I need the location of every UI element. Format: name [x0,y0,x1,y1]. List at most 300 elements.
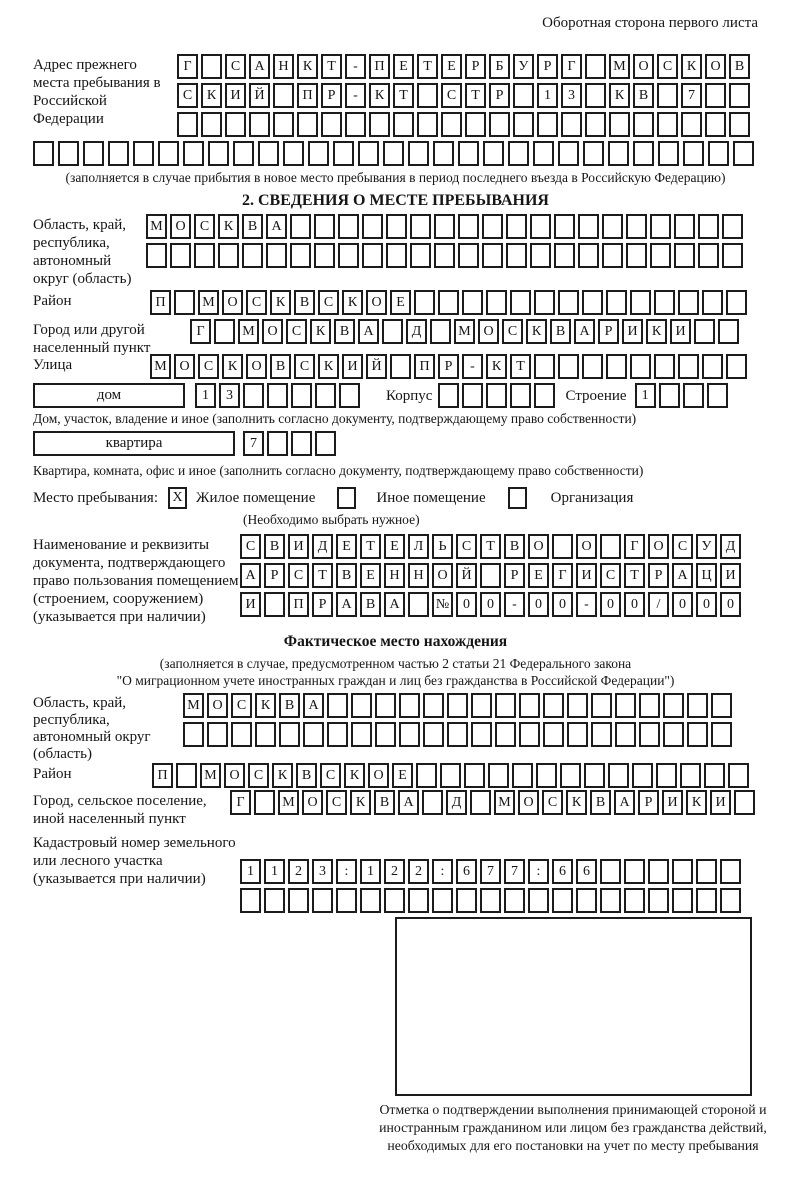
char-cell[interactable] [552,888,573,913]
char-cell[interactable] [680,763,701,788]
char-cell[interactable] [659,383,680,408]
char-cell[interactable]: Т [321,54,342,79]
char-cell[interactable]: В [336,563,357,588]
char-cell[interactable]: О [478,319,499,344]
char-cell[interactable] [375,693,396,718]
char-cell[interactable] [602,243,623,268]
char-cell[interactable] [386,243,407,268]
char-cell[interactable] [383,141,404,166]
char-cell[interactable]: И [225,83,246,108]
char-cell[interactable]: 0 [600,592,621,617]
char-cell[interactable] [722,243,743,268]
char-cell[interactable] [393,112,414,137]
char-cell[interactable] [729,83,750,108]
char-cell[interactable]: С [326,790,347,815]
char-cell[interactable] [201,112,222,137]
char-cell[interactable] [558,141,579,166]
char-cell[interactable] [242,243,263,268]
char-cell[interactable]: С [600,563,621,588]
char-cell[interactable] [678,354,699,379]
char-cell[interactable] [422,790,443,815]
char-cell[interactable]: / [648,592,669,617]
char-cell[interactable] [358,141,379,166]
char-cell[interactable] [291,383,312,408]
char-cell[interactable]: 1 [537,83,558,108]
char-cell[interactable]: Р [321,83,342,108]
char-cell[interactable]: Г [552,563,573,588]
char-cell[interactable]: И [662,790,683,815]
char-cell[interactable] [694,319,715,344]
char-cell[interactable] [208,141,229,166]
char-cell[interactable]: К [686,790,707,815]
char-cell[interactable]: Е [392,763,413,788]
char-cell[interactable] [678,290,699,315]
char-cell[interactable]: М [183,693,204,718]
char-cell[interactable] [504,888,525,913]
char-cell[interactable] [58,141,79,166]
char-cell[interactable] [201,54,222,79]
char-cell[interactable] [657,112,678,137]
char-cell[interactable]: Р [489,83,510,108]
char-cell[interactable]: У [513,54,534,79]
char-cell[interactable]: О [246,354,267,379]
char-cell[interactable]: С [286,319,307,344]
char-cell[interactable] [602,214,623,239]
char-cell[interactable] [291,431,312,456]
char-cell[interactable] [462,290,483,315]
char-cell[interactable] [519,722,540,747]
char-cell[interactable] [240,888,261,913]
char-cell[interactable] [657,83,678,108]
char-cell[interactable] [608,763,629,788]
char-cell[interactable]: А [303,693,324,718]
char-cell[interactable] [533,141,554,166]
char-cell[interactable] [158,141,179,166]
char-cell[interactable] [495,693,516,718]
char-cell[interactable]: О [518,790,539,815]
char-cell[interactable] [578,243,599,268]
char-cell[interactable] [288,888,309,913]
char-cell[interactable] [255,722,276,747]
char-cell[interactable] [687,693,708,718]
char-cell[interactable] [585,112,606,137]
char-cell[interactable] [672,859,693,884]
char-cell[interactable]: Ь [432,534,453,559]
char-cell[interactable]: 0 [456,592,477,617]
char-cell[interactable] [441,112,462,137]
char-cell[interactable]: 6 [552,859,573,884]
char-cell[interactable]: С [318,290,339,315]
char-cell[interactable] [333,141,354,166]
char-cell[interactable]: И [720,563,741,588]
char-cell[interactable]: Л [408,534,429,559]
char-cell[interactable] [174,290,195,315]
char-cell[interactable]: С [240,534,261,559]
char-cell[interactable] [416,763,437,788]
char-cell[interactable]: Й [456,563,477,588]
char-cell[interactable]: Т [465,83,486,108]
char-cell[interactable]: Р [537,54,558,79]
char-cell[interactable] [663,693,684,718]
char-cell[interactable]: В [550,319,571,344]
char-cell[interactable]: К [566,790,587,815]
char-cell[interactable] [423,693,444,718]
char-cell[interactable] [33,141,54,166]
char-cell[interactable] [674,214,695,239]
char-cell[interactable] [273,112,294,137]
char-cell[interactable]: О [432,563,453,588]
char-cell[interactable]: Й [249,83,270,108]
char-cell[interactable] [528,888,549,913]
char-cell[interactable]: М [494,790,515,815]
char-cell[interactable] [447,722,468,747]
char-cell[interactable]: Т [312,563,333,588]
char-cell[interactable] [207,722,228,747]
char-cell[interactable]: П [150,290,171,315]
char-cell[interactable]: А [384,592,405,617]
char-cell[interactable]: С [502,319,523,344]
char-cell[interactable]: 1 [264,859,285,884]
char-cell[interactable]: И [710,790,731,815]
char-cell[interactable]: Р [504,563,525,588]
char-cell[interactable]: В [294,290,315,315]
char-cell[interactable] [480,563,501,588]
char-cell[interactable] [707,383,728,408]
char-cell[interactable] [534,290,555,315]
char-cell[interactable]: К [310,319,331,344]
char-cell[interactable] [408,592,429,617]
char-cell[interactable] [384,888,405,913]
char-cell[interactable]: М [198,290,219,315]
char-cell[interactable] [711,722,732,747]
char-cell[interactable]: И [576,563,597,588]
char-cell[interactable]: С [198,354,219,379]
char-cell[interactable] [447,693,468,718]
char-cell[interactable]: Е [441,54,462,79]
char-cell[interactable]: А [249,54,270,79]
char-cell[interactable]: Н [408,563,429,588]
char-cell[interactable]: 3 [219,383,240,408]
char-cell[interactable] [626,243,647,268]
char-cell[interactable]: 7 [504,859,525,884]
char-cell[interactable] [408,888,429,913]
char-cell[interactable] [456,888,477,913]
char-cell[interactable] [308,141,329,166]
char-cell[interactable]: Д [406,319,427,344]
char-cell[interactable]: С [320,763,341,788]
char-cell[interactable]: П [414,354,435,379]
char-cell[interactable]: С [288,563,309,588]
char-cell[interactable] [133,141,154,166]
char-cell[interactable]: В [504,534,525,559]
char-cell[interactable]: В [296,763,317,788]
char-cell[interactable] [434,214,455,239]
char-cell[interactable] [414,290,435,315]
char-cell[interactable]: А [672,563,693,588]
char-cell[interactable]: О [648,534,669,559]
char-cell[interactable] [314,243,335,268]
char-cell[interactable] [231,722,252,747]
char-cell[interactable]: Г [177,54,198,79]
char-cell[interactable] [351,693,372,718]
char-cell[interactable] [567,693,588,718]
char-cell[interactable] [482,243,503,268]
char-cell[interactable] [410,243,431,268]
char-cell[interactable]: А [614,790,635,815]
char-cell[interactable]: К [609,83,630,108]
char-cell[interactable]: 1 [195,383,216,408]
char-cell[interactable] [351,722,372,747]
char-cell[interactable] [639,693,660,718]
char-cell[interactable] [482,214,503,239]
char-cell[interactable]: Е [384,534,405,559]
char-cell[interactable] [591,722,612,747]
char-cell[interactable] [465,112,486,137]
char-cell[interactable] [583,141,604,166]
char-cell[interactable] [733,141,754,166]
char-cell[interactable]: Ц [696,563,717,588]
char-cell[interactable] [258,141,279,166]
char-cell[interactable]: О [528,534,549,559]
char-cell[interactable] [600,888,621,913]
char-cell[interactable] [214,319,235,344]
char-cell[interactable] [708,141,729,166]
char-cell[interactable] [183,722,204,747]
char-cell[interactable] [170,243,191,268]
char-cell[interactable]: В [279,693,300,718]
char-cell[interactable] [336,888,357,913]
char-cell[interactable] [663,722,684,747]
char-cell[interactable] [176,763,197,788]
char-cell[interactable]: К [486,354,507,379]
char-cell[interactable]: Т [480,534,501,559]
char-cell[interactable] [718,319,739,344]
char-cell[interactable]: Т [624,563,645,588]
char-cell[interactable]: Й [366,354,387,379]
char-cell[interactable] [314,214,335,239]
char-cell[interactable] [729,112,750,137]
char-cell[interactable]: О [170,214,191,239]
char-cell[interactable] [534,383,555,408]
char-cell[interactable]: О [207,693,228,718]
char-cell[interactable] [321,112,342,137]
char-cell[interactable]: Е [336,534,357,559]
char-cell[interactable]: И [342,354,363,379]
char-cell[interactable]: С [194,214,215,239]
char-cell[interactable] [470,790,491,815]
char-cell[interactable] [687,722,708,747]
char-cell[interactable]: О [262,319,283,344]
char-cell[interactable] [696,859,717,884]
char-cell[interactable] [458,243,479,268]
char-cell[interactable]: 2 [288,859,309,884]
char-cell[interactable] [279,722,300,747]
char-cell[interactable]: К [272,763,293,788]
char-cell[interactable] [489,112,510,137]
char-cell[interactable] [194,243,215,268]
char-cell[interactable] [513,83,534,108]
char-cell[interactable] [561,112,582,137]
char-cell[interactable] [624,859,645,884]
char-cell[interactable] [513,112,534,137]
char-cell[interactable] [495,722,516,747]
char-cell[interactable] [658,141,679,166]
char-cell[interactable]: 0 [696,592,717,617]
char-cell[interactable] [536,763,557,788]
char-cell[interactable]: В [360,592,381,617]
char-cell[interactable] [711,693,732,718]
char-cell[interactable]: Т [417,54,438,79]
char-cell[interactable] [633,141,654,166]
char-cell[interactable] [734,790,755,815]
char-cell[interactable]: М [200,763,221,788]
char-cell[interactable] [264,888,285,913]
char-cell[interactable]: К [270,290,291,315]
char-cell[interactable] [254,790,275,815]
char-cell[interactable]: Г [561,54,582,79]
char-cell[interactable]: С [294,354,315,379]
char-cell[interactable] [702,290,723,315]
char-cell[interactable]: М [150,354,171,379]
char-cell[interactable]: А [574,319,595,344]
char-cell[interactable] [315,383,336,408]
char-cell[interactable]: Г [624,534,645,559]
char-cell[interactable]: В [374,790,395,815]
char-cell[interactable] [650,214,671,239]
char-cell[interactable] [339,383,360,408]
char-cell[interactable]: В [590,790,611,815]
char-cell[interactable] [458,141,479,166]
char-cell[interactable] [681,112,702,137]
char-cell[interactable]: - [576,592,597,617]
char-cell[interactable] [510,383,531,408]
char-cell[interactable] [558,354,579,379]
char-cell[interactable] [698,214,719,239]
char-cell[interactable] [585,54,606,79]
char-cell[interactable]: Т [360,534,381,559]
char-cell[interactable] [146,243,167,268]
char-cell[interactable] [290,214,311,239]
char-cell[interactable] [399,693,420,718]
char-cell[interactable]: Г [190,319,211,344]
char-cell[interactable] [726,354,747,379]
char-cell[interactable]: И [288,534,309,559]
char-cell[interactable]: Р [648,563,669,588]
char-cell[interactable] [530,243,551,268]
char-cell[interactable]: П [369,54,390,79]
char-cell[interactable]: А [358,319,379,344]
char-cell[interactable] [560,763,581,788]
char-cell[interactable]: В [729,54,750,79]
char-cell[interactable] [654,290,675,315]
char-cell[interactable]: В [264,534,285,559]
char-cell[interactable] [83,141,104,166]
char-cell[interactable] [672,888,693,913]
char-cell[interactable]: 7 [681,83,702,108]
char-cell[interactable]: Е [360,563,381,588]
char-cell[interactable] [218,243,239,268]
char-cell[interactable]: О [705,54,726,79]
char-cell[interactable]: 1 [635,383,656,408]
char-cell[interactable]: - [462,354,483,379]
char-cell[interactable] [530,214,551,239]
char-cell[interactable] [720,859,741,884]
char-cell[interactable]: 0 [528,592,549,617]
char-cell[interactable] [624,888,645,913]
char-cell[interactable] [345,112,366,137]
char-cell[interactable]: Е [528,563,549,588]
char-cell[interactable] [683,383,704,408]
char-cell[interactable]: С [441,83,462,108]
char-cell[interactable] [297,112,318,137]
char-cell[interactable]: 6 [576,859,597,884]
char-cell[interactable]: О [366,290,387,315]
char-cell[interactable]: А [398,790,419,815]
char-cell[interactable]: Р [312,592,333,617]
char-cell[interactable]: М [146,214,167,239]
char-cell[interactable] [519,693,540,718]
char-cell[interactable] [633,112,654,137]
char-cell[interactable] [512,763,533,788]
char-cell[interactable]: Д [720,534,741,559]
char-cell[interactable] [267,383,288,408]
char-cell[interactable] [108,141,129,166]
char-cell[interactable]: Т [393,83,414,108]
char-cell[interactable] [283,141,304,166]
char-cell[interactable] [506,214,527,239]
char-cell[interactable] [338,214,359,239]
char-cell[interactable]: М [609,54,630,79]
char-cell[interactable]: 0 [672,592,693,617]
char-cell[interactable] [720,888,741,913]
char-cell[interactable] [430,319,451,344]
char-cell[interactable] [243,383,264,408]
char-cell[interactable] [630,354,651,379]
char-cell[interactable] [705,112,726,137]
char-cell[interactable]: Р [598,319,619,344]
char-cell[interactable] [423,722,444,747]
char-cell[interactable]: С [177,83,198,108]
char-cell[interactable]: К [218,214,239,239]
char-cell[interactable] [654,354,675,379]
char-cell[interactable]: 7 [480,859,501,884]
char-cell[interactable]: Р [638,790,659,815]
char-cell[interactable] [266,243,287,268]
char-cell[interactable] [639,722,660,747]
char-cell[interactable] [626,214,647,239]
char-cell[interactable]: 0 [480,592,501,617]
char-cell[interactable] [585,83,606,108]
char-cell[interactable]: П [152,763,173,788]
char-cell[interactable] [362,243,383,268]
char-cell[interactable]: 2 [408,859,429,884]
char-cell[interactable] [702,354,723,379]
char-cell[interactable]: 1 [240,859,261,884]
char-cell[interactable] [433,141,454,166]
char-cell[interactable] [600,534,621,559]
char-cell[interactable] [728,763,749,788]
char-cell[interactable]: К [297,54,318,79]
char-cell[interactable] [656,763,677,788]
char-cell[interactable] [458,214,479,239]
char-cell[interactable] [510,290,531,315]
char-cell[interactable]: А [266,214,287,239]
char-cell[interactable] [273,83,294,108]
char-cell[interactable] [486,383,507,408]
char-cell[interactable]: 3 [312,859,333,884]
char-cell[interactable] [554,243,575,268]
char-cell[interactable] [464,763,485,788]
